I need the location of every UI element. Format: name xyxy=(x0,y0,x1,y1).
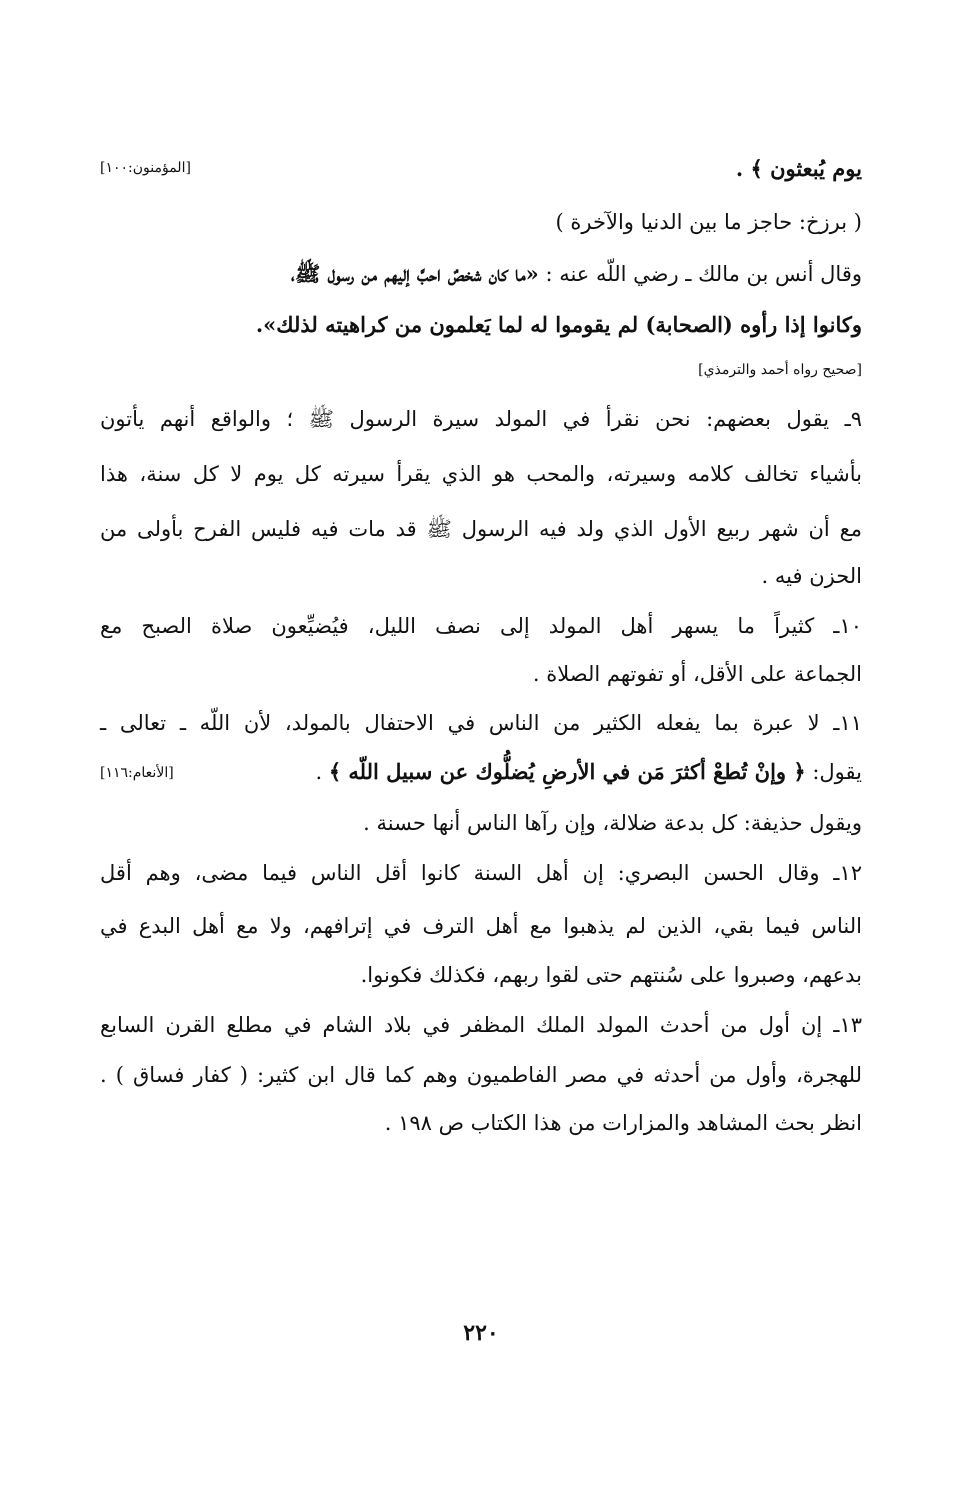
quran-verse: ﴿ وإنْ تُطعْ أكثرَ مَن في الأرضِ يُضلُّوك عن سبيل اللّه ﴾ xyxy=(328,759,806,784)
paragraph-9-line-1: ٩ـ يقول بعضهم: نحن نقرأ في المولد سيرة الرسول ﷺ ؛ والواقع أنهم يأتون xyxy=(100,407,862,431)
hadith-quote: «ما كان شخصٌ احبَّ إليهم من رسول ﷺ، xyxy=(290,261,539,286)
quran-intro: يقول: xyxy=(805,760,862,784)
paragraph-12-line-1: ١٢ـ وقال الحسن البصري: إن أهل السنة كانوا أقل الناس فيما مضى، وهم أقل xyxy=(100,861,862,885)
hadith-line-1 xyxy=(100,257,862,291)
verse-text: يوم يُبعثون ﴾ . xyxy=(735,156,862,181)
paragraph-9-line-3: مع أن شهر ربيع الأول الذي ولد فيه الرسول ﷺ قد مات فيه فليس الفرح بأولى من xyxy=(100,517,862,541)
hadith-reference: [صحيح رواه أحمد والترمذي] xyxy=(698,362,862,378)
verse-period: . xyxy=(315,760,329,784)
paragraph-13-line-1: ١٣ـ إن أول من أحدث المولد الملك المظفر في بلاد الشام في مطلع القرن السابع xyxy=(100,1013,862,1037)
paragraph-10-line-2: الجماعة على الأقل، أو تفوتهم الصلاة . xyxy=(532,662,862,686)
paragraph-12-line-3: بدعهم، وصبروا على سُنتهم حتى لقوا ربهم، فكذلك فكونوا. xyxy=(360,963,862,987)
paragraph-11-line-1: ١١ـ لا عبرة بما يفعله الكثير من الناس في الاحتفال بالمولد، لأن اللّه ـ تعالى ـ xyxy=(100,711,862,735)
barzakh-definition: ( برزخ: حاجز ما بين الدنيا والآخرة ) xyxy=(555,210,862,234)
paragraph-13-line-3: انظر بحث المشاهد والمزارات من هذا الكتاب ص ١٩٨ . xyxy=(384,1111,862,1135)
hudhaifa-quote: ويقول حذيفة: كل بدعة ضلالة، وإن رآها الناس أنها حسنة . xyxy=(363,811,862,835)
paragraph-12-line-2: الناس فيما بقي، الذين لم يذهبوا مع أهل الترف في إترافهم، ولا مع أهل البدع في xyxy=(100,914,862,938)
verse-end-line xyxy=(100,152,862,186)
paragraph-9-line-2: بأشياء تخالف كلامه وسيرته، والمحب هو الذي يقرأ سيرته كل يوم لا كل سنة، هذا xyxy=(100,462,862,486)
hadith-intro: وقال أنس بن مالك ـ رضي اللّه عنه : xyxy=(538,262,862,286)
paragraph-9-line-4: الحزن فيه . xyxy=(761,564,862,588)
verse-reference: [المؤمنون:١٠٠] xyxy=(100,160,191,176)
paragraph-11-line-2 xyxy=(100,755,862,789)
quran-reference: [الأنعام:١١٦] xyxy=(100,765,174,781)
page-number: ٢٢٠ xyxy=(463,1320,499,1346)
paragraph-10-line-1: ١٠ـ كثيراً ما يسهر أهل المولد إلى نصف الليل، فيُضيِّعون صلاة الصبح مع xyxy=(100,614,862,638)
paragraph-13-line-2: للهجرة، وأول من أحدثه في مصر الفاطميون وهم كما قال ابن كثير: ( كفار فساق ) . xyxy=(100,1063,862,1087)
hadith-line-2: وكانوا إذا رأوه (الصحابة) لم يقوموا له لما يَعلمون من كراهيته لذلك». xyxy=(255,312,862,337)
